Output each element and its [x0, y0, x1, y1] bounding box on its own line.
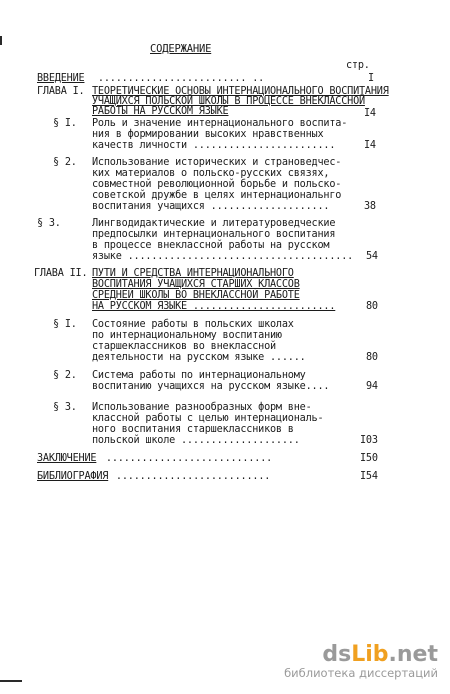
section-title-line: Лингводидактические и литературоведческие — [92, 218, 336, 229]
chapter-2-title-line: СРЕДНЕЙ ШКОЛЫ ВО ВНЕКЛАССНОЙ РАБОТЕ — [92, 290, 300, 301]
section-label: § I. — [53, 118, 77, 129]
logo-part-lib: Lib — [351, 642, 389, 667]
toc-entry-intro-label: ВВЕДЕНИЕ — [37, 73, 85, 84]
section-title-line: воспитанию учащихся на русском языке.... — [92, 381, 330, 392]
section-title-line: воспитания учащихся .................... — [92, 201, 330, 212]
section-label: § 3. — [53, 402, 77, 413]
chapter-2-page: 80 — [366, 301, 378, 312]
section-title-line: качеств личности ........................ — [92, 140, 336, 151]
toc-entry-bibliography-dots: .......................... — [110, 471, 271, 482]
dslib-logo — [284, 643, 438, 667]
chapter-2-label: ГЛАВА II. — [34, 268, 88, 279]
section-title-line: деятельности на русском языке ...... — [92, 352, 306, 363]
section-page: 54 — [366, 251, 378, 262]
section-title-line: в процессе внеклассной работы на русском — [92, 240, 330, 251]
toc-entry-bibliography-page: I54 — [360, 471, 378, 482]
chapter-1-label: ГЛАВА I. — [37, 86, 85, 97]
section-title-line: Система работы по интернациональному — [92, 370, 306, 381]
toc-entry-bibliography-label: БИБЛИОГРАФИЯ — [37, 471, 109, 482]
section-title-line: совместной революционной борьбе и польско- — [92, 179, 342, 190]
logo-part-net: .net — [388, 642, 438, 667]
toc-entry-conclusion-dots: ............................ — [100, 453, 273, 464]
section-title-line: ного воспитания старшеклассников в — [92, 424, 294, 435]
toc-entry-intro-dots: ......................... .. — [92, 73, 271, 84]
section-title-line: Использование разнообразных форм вне- — [92, 402, 312, 413]
scan-corner-mark-top — [0, 36, 2, 45]
scan-corner-mark-bottom — [0, 680, 22, 682]
logo-part-ds: ds — [322, 642, 352, 667]
section-title-line: Состояние работы в польских школах — [92, 319, 294, 330]
dslib-watermark — [284, 643, 438, 680]
section-label: § 2. — [53, 370, 77, 381]
toc-entry-conclusion-label: ЗАКЛЮЧЕНИЕ — [37, 453, 97, 464]
section-label: § 2. — [53, 157, 77, 168]
chapter-1-title-line: УЧАЩИХСЯ ПОЛЬСКОЙ ШКОЛЫ В ПРОЦЕССЕ ВНЕКЛАССНОЙ — [92, 96, 365, 107]
section-page: 80 — [366, 352, 378, 363]
watermark-subtitle: библиотека диссертаций — [284, 666, 438, 680]
chapter-2-title-line: ПУТИ И СРЕДСТВА ИНТЕРНАЦИОНАЛЬНОГО — [92, 268, 294, 279]
page-column-header: стр. — [346, 60, 370, 71]
section-title-line: Роль и значение интернационального воспита- — [92, 118, 348, 129]
chapter-2-title-line: НА РУССКОМ ЯЗЫКЕ ........................ — [92, 301, 336, 312]
section-page: 38 — [364, 201, 376, 212]
chapter-1-title-line: РАБОТЫ НА РУССКОМ ЯЗЫКЕ — [92, 106, 229, 117]
toc-entry-conclusion-page: I50 — [360, 453, 378, 464]
chapter-1-title-line: ТЕОРЕТИЧЕСКИЕ ОСНОВЫ ИНТЕРНАЦИОНАЛЬНОГО ВОСПИТАНИЯ — [92, 86, 389, 97]
section-title-line: ния в формировании высоких нравственных — [92, 129, 324, 140]
section-page: I03 — [360, 435, 378, 446]
chapter-2-title-line: ВОСПИТАНИЯ УЧАЩИХСЯ СТАРШИХ КЛАССОВ — [92, 279, 300, 290]
section-title-line: советской дружбе в целях интернациональнго — [92, 190, 342, 201]
section-title-line: польской школе .................... — [92, 435, 300, 446]
toc-entry-intro-page: I — [368, 73, 374, 84]
section-label: § I. — [53, 319, 77, 330]
section-label: § 3. — [37, 218, 61, 229]
chapter-1-page: I4 — [364, 108, 376, 119]
section-title-line: ких материалов о польско-русских связях, — [92, 168, 330, 179]
toc-title: СОДЕРЖАНИЕ — [150, 43, 212, 55]
section-title-line: классной работы с целью интернациональ- — [92, 413, 324, 424]
section-title-line: Использование исторических и страноведчес- — [92, 157, 342, 168]
section-title-line: предпосылки интернационального воспитания — [92, 229, 336, 240]
section-page: I4 — [364, 140, 376, 151]
section-title-line: по интернациональному воспитанию — [92, 330, 282, 341]
section-title-line: старшеклассников во внеклассной — [92, 341, 276, 352]
section-title-line: языке ...................................... — [92, 251, 354, 262]
section-page: 94 — [366, 381, 378, 392]
